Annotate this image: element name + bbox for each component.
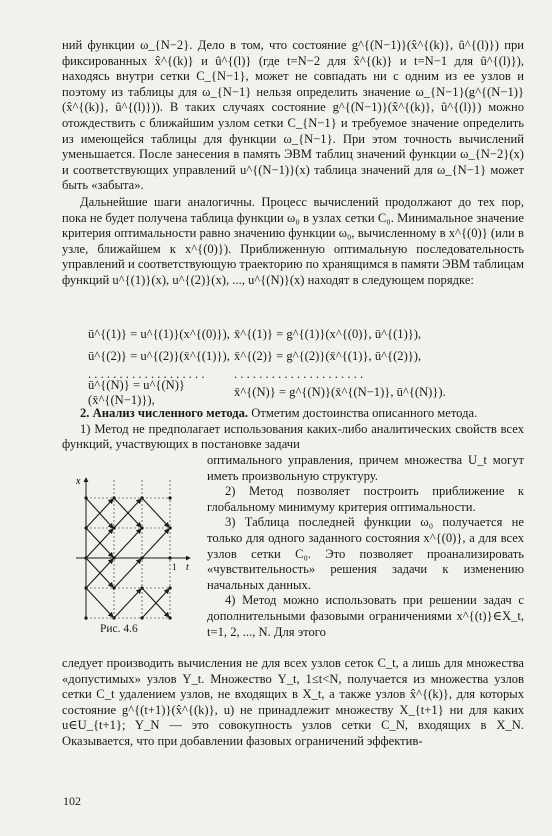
formula-left: ū^{(1)} = u^{(1)}(x^{(0)}), [88, 327, 230, 342]
item-3: 3) Таблица последней функции ω₀ получается не только для одного заданного состояния x^{(0)}, а для всех узлов сетки C₀. Это позволяет проанализировать «чувствительность» решения задачи к изменению начальных данных. [207, 515, 524, 592]
page-number: 102 [63, 794, 81, 808]
section-heading: 2. Анализ численного метода. [80, 406, 249, 420]
section-2-start [62, 406, 524, 453]
formula-block [88, 324, 508, 407]
formula-row [88, 377, 508, 407]
formula-left: ū^{(2)} = u^{(2)}(x̄^{(1)}), [88, 349, 230, 364]
grid-diagram [62, 470, 200, 635]
item-4-full: следует производить вычисления не для всех узлов сеток C_t, а лишь для множества «допустимых» узлов Y_t. Множество Y_t, 1≤t<N, получается из множества узлов сетки C_t удалением узлов, не входящих в X_t, а также узлов x̂^{(k)}, для которых состояние g^{(t+1)}(x̂^{(k)}, u) не принадлежит множеству X_{t+1} ни для каких u∈U_{t+1}; Y_N — это совокупность узлов сетки C_N, входящих в X_N. Оказывается, что при добавлении фазовых ограничений эффектив- [62, 656, 524, 748]
formula-left: ū^{(N)} = u^{(N)}(x̄^{(N−1)}), [88, 377, 185, 407]
section-paragraph [62, 406, 524, 422]
text-block-top [62, 38, 524, 289]
section-intro: Отметим достоинства описанного метода. [251, 406, 478, 420]
paragraph-1: ний функции ω_{N−2}. Дело в том, что состояние g^{(N−1)}(x̂^{(k)}, û^{(l)}) при фиксированных x̂^{(k)} и û^{(l)} (где t=N−2 для x̂^{(k)} и t=N−1 для û^{(l)}), находясь внутри сетки C_{N−1}, может не совпадать ни с одним из ее узлов и поэтому из таблицы для ω_{N−1} нельзя определить значение ω_{N−1}(g^{(N−1)}(x̂^{(k)}, û^{(l)})). В таких случаях состояние g^{(N−1)}(x̂^{(k)}, û^{(l)}) можно отождествить с ближайшим узлом сетки C_{N−1} и требуемое значение определить из имеющейся таблицы для функции ω_{N−1}. При этом точность вычислений уменьшается. После занесения в память ЭВМ таблиц значений функции ω_{N−2}(x) и соответствующих управлений u^{(N−1)}(x) таблица значений для ω_{N−1} может быть «забыта». [62, 38, 524, 193]
paragraph-2: Дальнейшие шаги аналогичны. Процесс вычислений продолжают до тех пор, пока не будет получена таблица функции ω₀ в узлах сетки C₀. Минимальное значение критерия оптимальности равно значению функции ω₀, вычисленному в x^{(0)} (или в узле, ближайшем к x^{(0)}). Приближенную оптимальную последовательность управлений и соответствующую траекторию по хранящимся в памяти ЭВМ таблицам функций u^{(1)}(x), u^{(2)}(x), ..., u^{(N)}(x) находят в следующем порядке: [62, 194, 524, 287]
formula-row [88, 346, 508, 368]
formula-right: x̄^{(N)} = g^{(N)}(x̄^{(N−1)}, ū^{(N)}). [234, 385, 446, 400]
formula-row [88, 324, 508, 346]
figure-4-6 [62, 470, 200, 635]
figure-caption: Рис. 4.6 [100, 623, 138, 635]
item-4-right: 4) Метод можно использовать при решении задач с дополнительными фазовыми ограничениями x^{(t)}∈X_t, t=1, 2, ..., N. Для этого [207, 593, 524, 639]
text-block-bottom [62, 656, 524, 750]
formula-right: x̄^{(1)} = g^{(1)}(x^{(0)}, ū^{(1)}), [234, 327, 422, 342]
formula-right: . . . . . . . . . . . . . . . . . . . . . [234, 367, 364, 382]
formula-left: . . . . . . . . . . . . . . . . . . . [88, 367, 205, 382]
item-1-full: 1) Метод не предполагает использования каких-либо аналитических свойств всех функций, участвующих в постановке задачи [62, 421, 524, 452]
item-1-right: оптимального управления, причем множества U_t могут иметь произвольную структуру. [207, 453, 524, 483]
tick-label: 1 [172, 562, 177, 572]
axis-x-label: x [76, 476, 81, 487]
axis-t-label: t [186, 562, 189, 573]
item-2: 2) Метод позволяет построить приближение к глобальному минимуму критерия оптимальности. [207, 484, 524, 514]
right-column [207, 453, 524, 640]
formula-right: x̄^{(2)} = g^{(2)}(x̄^{(1)}, ū^{(2)}), [234, 349, 422, 364]
